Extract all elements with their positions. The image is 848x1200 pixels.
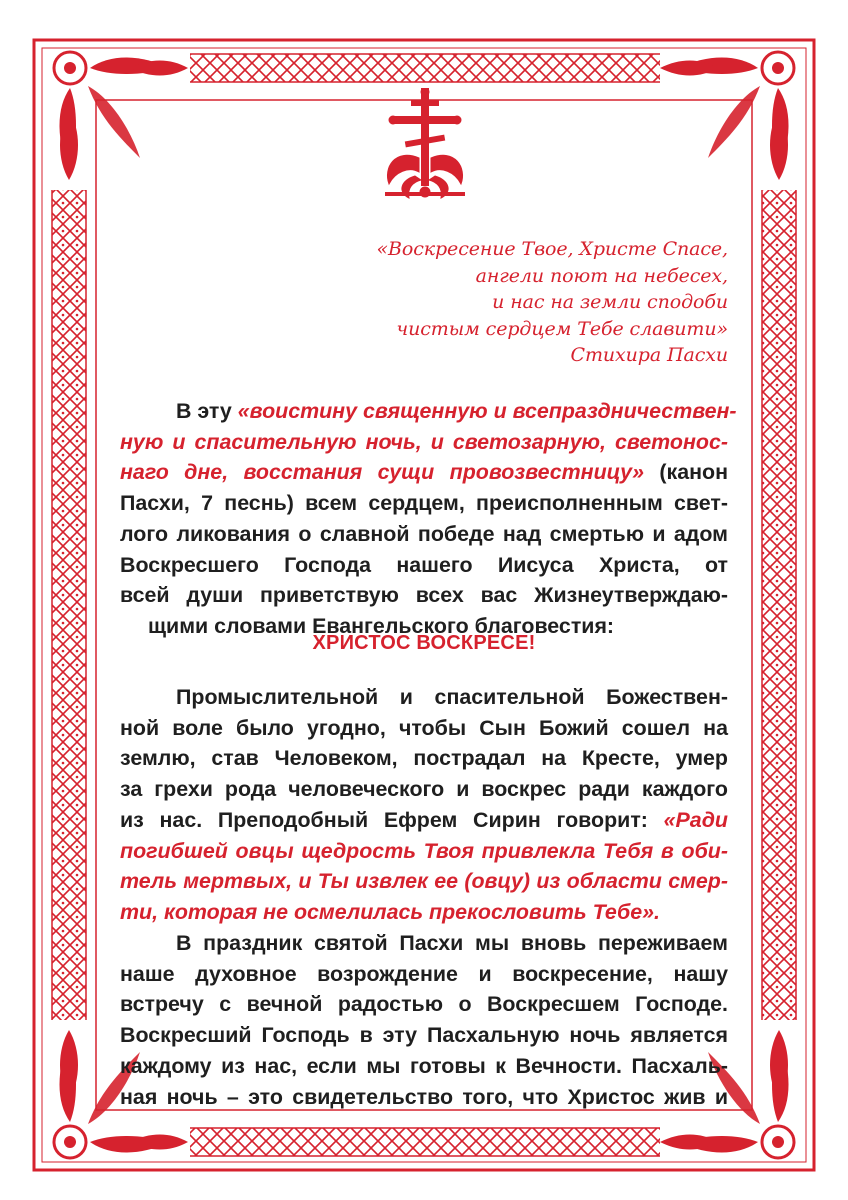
orthodox-cross-ornament xyxy=(375,88,475,200)
text-line: землю, став Человеком, пострадал на Кресте, умер xyxy=(120,746,728,771)
quote-line: ную и спасительную ночь, и светозарную, светонос- xyxy=(120,429,728,454)
quote-span: «Ради xyxy=(663,807,728,832)
text-line: щими словами Евангельского благовестия: xyxy=(148,613,615,638)
epigraph-line: ангели поют на небесех, xyxy=(475,264,728,287)
quote-span: наго дне, восстания сущи провозвестницу» xyxy=(120,460,644,485)
epigraph-line: «Воскресение Твое, Христе Спасе, xyxy=(376,238,728,260)
text-line: встречу с вечной радостью о Воскресшем Господе. xyxy=(120,992,728,1017)
paragraph-1 xyxy=(120,396,737,642)
text-line: лого ликования о славной победе над смертью и адом xyxy=(120,521,728,546)
text-line: Пасхи, 7 песнь) всем сердцем, преисполненным свет- xyxy=(120,491,728,516)
text-line: каждому из нас, если мы готовы к Вечности. Пасхаль- xyxy=(120,1053,728,1078)
epigraph-line: и нас на земли сподоби xyxy=(492,291,728,314)
quote-span: «воистину священную и всепраздничествен- xyxy=(237,399,737,423)
page-content xyxy=(120,0,737,1200)
quote-line: тель мертвых, и Ты извлек ее (овцу) из области смер- xyxy=(120,869,728,894)
epigraph-source: Стихира Пасхи xyxy=(570,344,728,367)
text-line: наше духовное возрождение и воскресение, нашу xyxy=(120,961,728,986)
text-line: ная ночь – это свидетельство того, что Христос жив и xyxy=(120,1084,728,1109)
text-line: всей души приветствую всех вас Жизнеутверждаю- xyxy=(120,583,728,608)
quote-line: погибшей овцы щедрость Твоя привлекла Тебя в оби- xyxy=(120,838,728,863)
quote-line: ти, которая не осмелилась прекословить Тебе». xyxy=(120,899,660,924)
paragraph-2 xyxy=(120,682,728,928)
text-line: Воскресшего Господа нашего Иисуса Христа, от xyxy=(120,552,728,577)
text-line: за грехи рода человеческого и воскрес ради каждого xyxy=(120,777,728,802)
text-line: В праздник святой Пасхи мы вновь переживаем xyxy=(176,931,728,955)
text-span: В эту xyxy=(176,399,238,423)
text-line: ной воле было угодно, чтобы Сын Божий сошел на xyxy=(120,715,728,740)
text-span: из нас. Преподобный Ефрем Сирин говорит: xyxy=(120,807,664,832)
paragraph-3 xyxy=(120,928,728,1112)
text-line: Промыслительной и спасительной Божествен- xyxy=(176,685,728,709)
epigraph xyxy=(376,236,728,369)
epigraph-line: чистым сердцем Тебе славити» xyxy=(396,317,728,340)
text-line: Воскресший Господь в эту Пасхальную ночь является xyxy=(120,1023,728,1048)
heading-christ-is-risen: ХРИСТОС ВОСКРЕСЕ! xyxy=(312,632,536,654)
text-span: (канон xyxy=(643,460,729,485)
